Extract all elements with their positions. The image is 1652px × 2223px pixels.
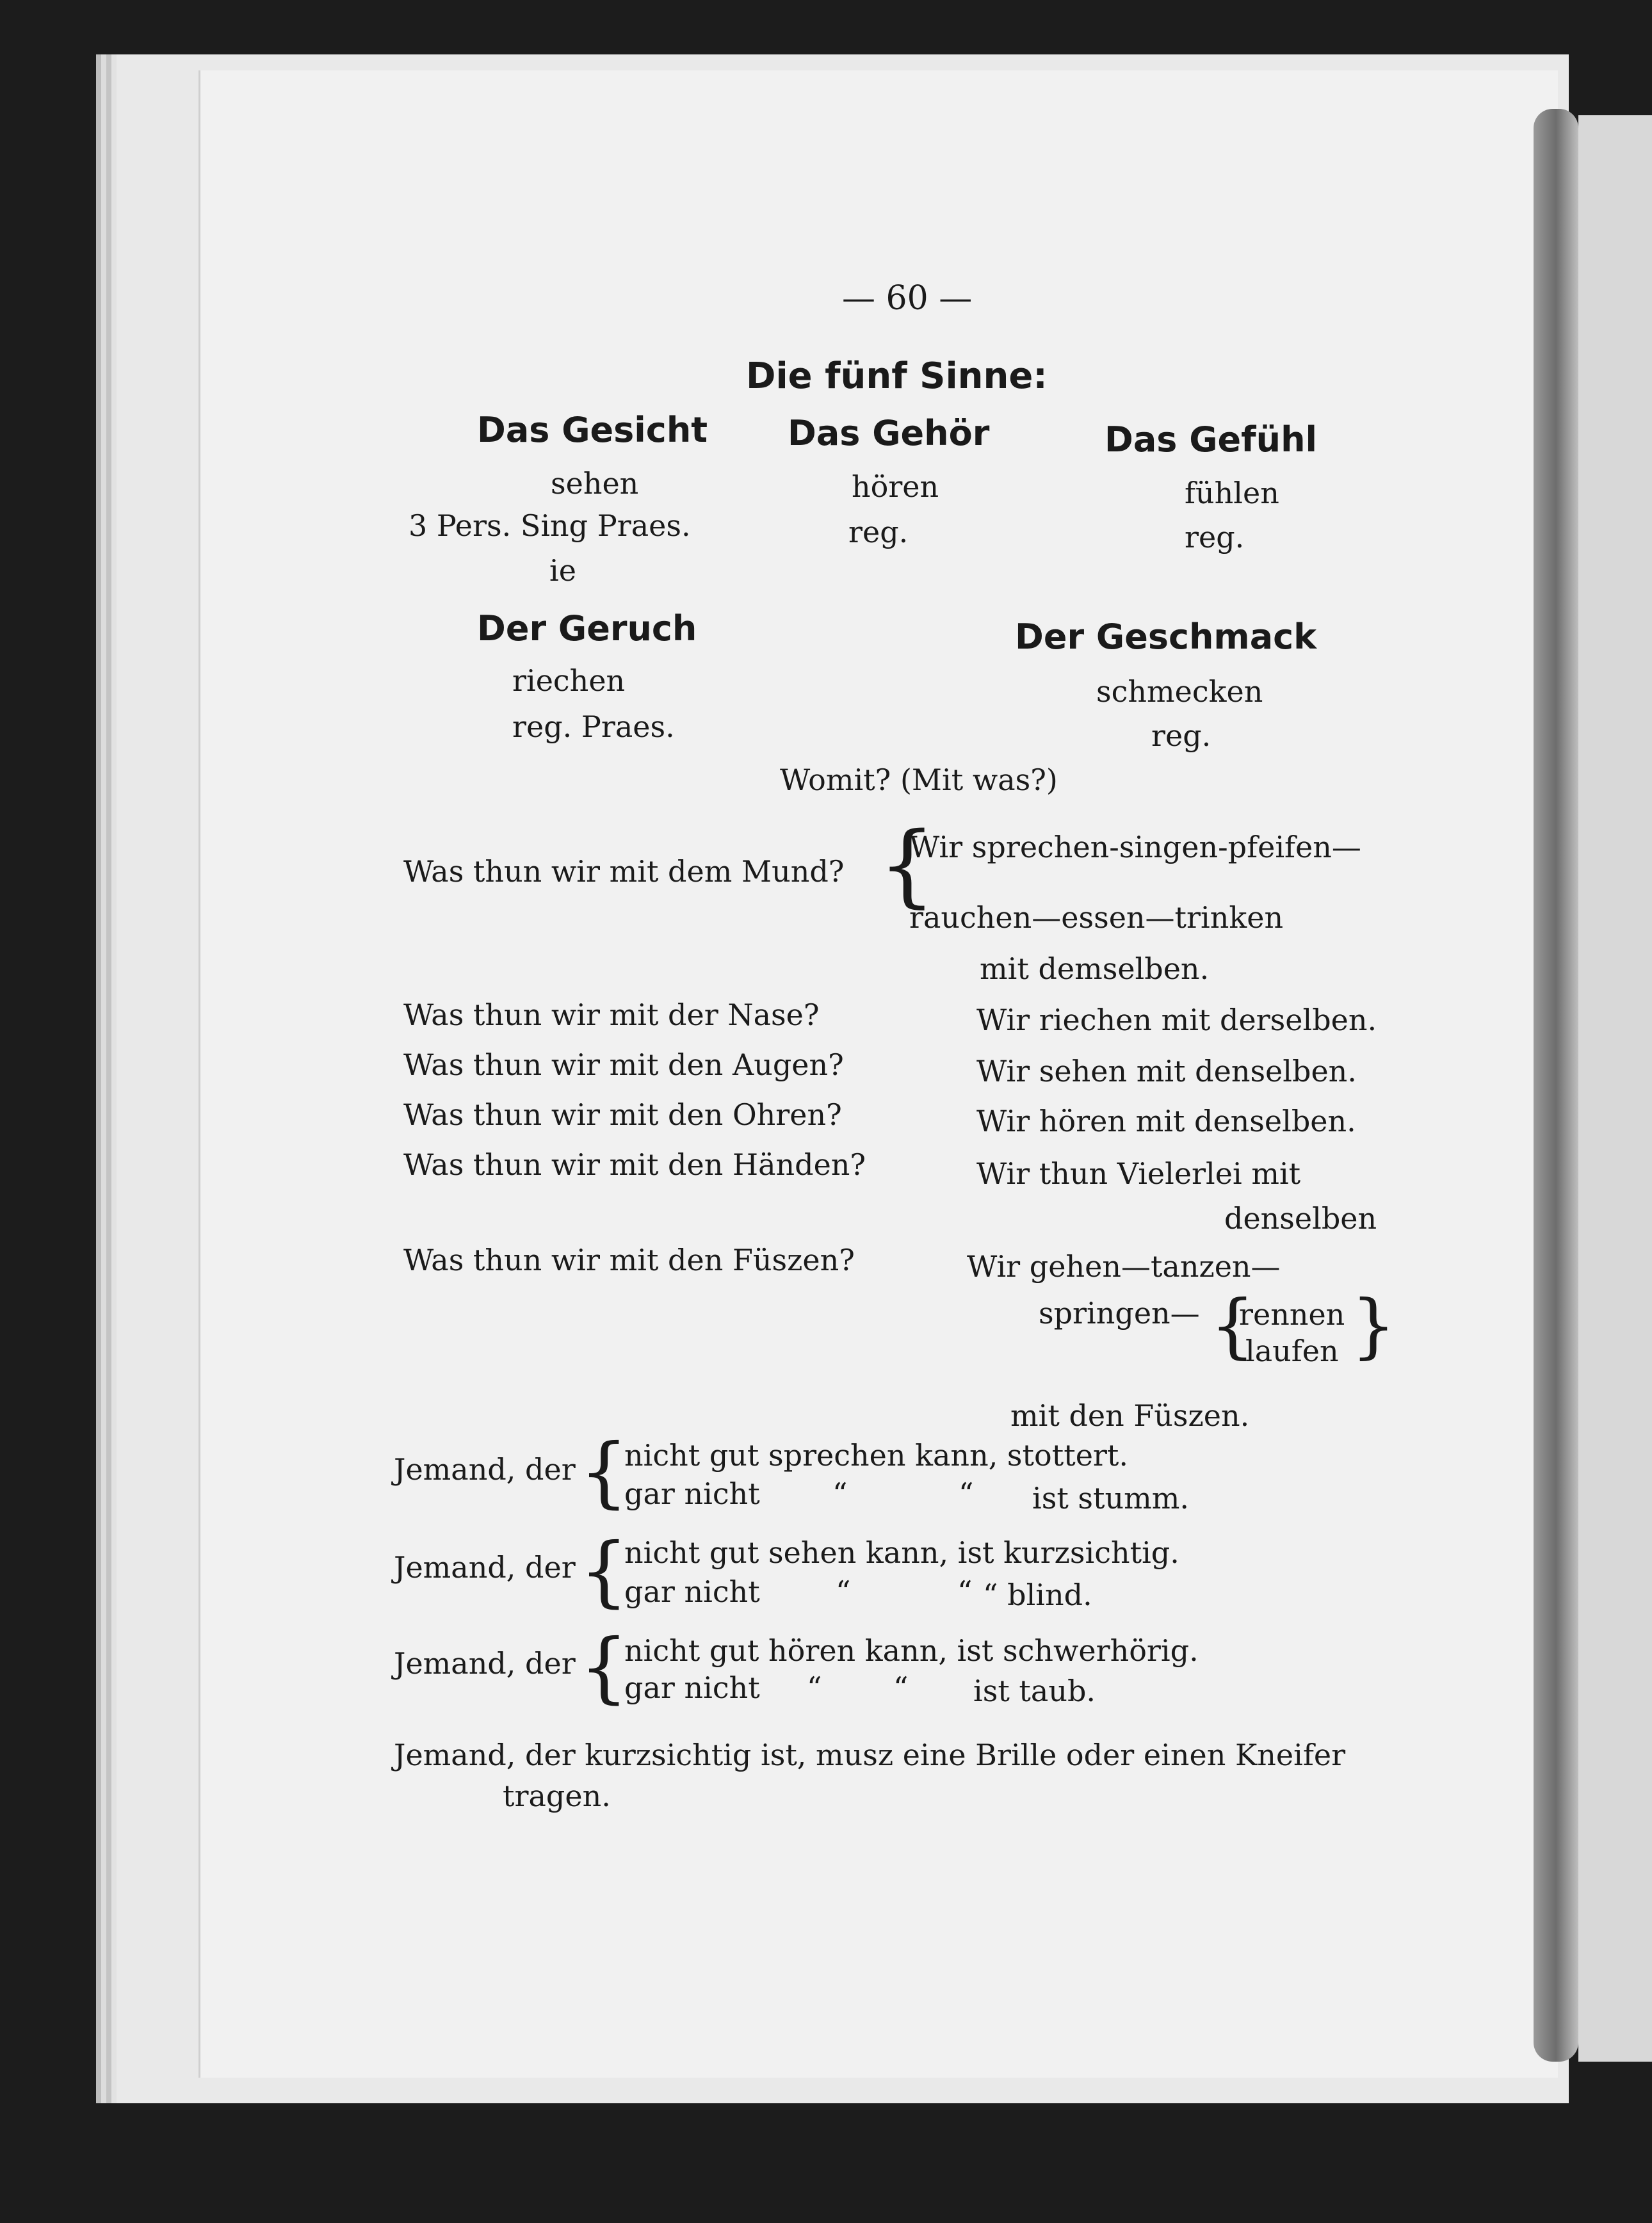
sense-heading-gehoer: Das Gehör: [788, 413, 990, 453]
sense-verb-geruch: riechen: [512, 663, 626, 698]
answer-fuesse-line2: springen—: [1039, 1296, 1200, 1330]
sense-note-geschmack: reg.: [1151, 718, 1211, 753]
answer-nase: Wir riechen mit derselben.: [976, 1003, 1377, 1037]
sense-heading-gesicht: Das Gesicht: [477, 410, 708, 450]
brace-fuesse-right: }: [1351, 1284, 1396, 1366]
jemand-2-line2d: “ blind.: [983, 1578, 1092, 1612]
womit-question: Womit? (Mit was?): [780, 763, 1058, 797]
sense-verb-gehoer: hören: [852, 469, 939, 504]
answer-mund-line1: Wir sprechen-singen-pfeifen—: [909, 830, 1361, 864]
sense-heading-geschmack: Der Geschmack: [1015, 617, 1317, 657]
sense-note2-gesicht: ie: [549, 553, 576, 588]
answer-augen: Wir sehen mit denselben.: [976, 1054, 1357, 1088]
brace-mund: {: [879, 813, 936, 917]
question-mund: Was thun wir mit dem Mund?: [403, 854, 845, 889]
answer-fuesse-laufen: laufen: [1245, 1334, 1339, 1368]
answer-mund-line2: rauchen—essen—trinken: [909, 900, 1284, 935]
jemand-1-line2d: ist stumm.: [1032, 1481, 1190, 1516]
brace-fuesse-left: {: [1210, 1284, 1255, 1366]
jemand-lead-2: Jemand, der: [394, 1550, 576, 1585]
jemand-1-ditto1: “: [832, 1476, 848, 1511]
answer-mund-line3: mit demselben.: [980, 951, 1210, 986]
jemand-3-ditto1: “: [807, 1670, 822, 1705]
facing-page-edge: [1578, 115, 1652, 2062]
sense-note-gehoer: reg.: [848, 515, 909, 549]
sense-verb-gefuehl: fühlen: [1185, 476, 1279, 510]
page-number: — 60 —: [842, 279, 973, 318]
answer-ohren: Wir hören mit denselben.: [976, 1104, 1356, 1138]
sense-verb-gesicht: sehen: [551, 466, 639, 501]
jemand-2-ditto2: “: [957, 1574, 973, 1609]
answer-haende-line1: Wir thun Vielerlei mit: [976, 1156, 1301, 1191]
jemand-3-line2d: ist taub.: [973, 1674, 1096, 1708]
jemand-3-line1: nicht gut hören kann, ist schwerhörig.: [624, 1633, 1199, 1668]
sense-note-gefuehl: reg.: [1185, 520, 1245, 554]
book-gutter: [1534, 109, 1578, 2062]
jemand-1-line2a: gar nicht: [624, 1476, 760, 1511]
brace-jemand-3: {: [579, 1623, 629, 1712]
answer-haende-line2: denselben: [1224, 1201, 1377, 1236]
jemand-lead-3: Jemand, der: [394, 1646, 576, 1681]
brace-jemand-2: {: [579, 1527, 629, 1616]
question-fuesse: Was thun wir mit den Füszen?: [403, 1243, 855, 1277]
jemand-2-line1: nicht gut sehen kann, ist kurzsichtig.: [624, 1535, 1179, 1570]
question-haende: Was thun wir mit den Händen?: [403, 1147, 866, 1182]
sense-heading-geruch: Der Geruch: [477, 608, 697, 649]
jemand-3-line2a: gar nicht: [624, 1670, 760, 1705]
question-nase: Was thun wir mit der Nase?: [403, 998, 820, 1032]
final-sentence-line1: Jemand, der kurzsichtig ist, musz eine Brille oder einen Kneifer: [394, 1738, 1346, 1772]
brace-jemand-1: {: [579, 1428, 629, 1517]
question-ohren: Was thun wir mit den Ohren?: [403, 1097, 842, 1132]
final-sentence-line2: tragen.: [503, 1779, 611, 1813]
jemand-2-ditto1: “: [836, 1574, 851, 1609]
sense-verb-geschmack: schmecken: [1096, 674, 1263, 709]
answer-fuesse-line1: Wir gehen—tanzen—: [967, 1249, 1281, 1284]
jemand-lead-1: Jemand, der: [394, 1452, 576, 1487]
sense-heading-gefuehl: Das Gefühl: [1105, 419, 1318, 460]
question-augen: Was thun wir mit den Augen?: [403, 1047, 844, 1082]
page-title: Die fünf Sinne:: [746, 355, 1048, 397]
jemand-2-line2a: gar nicht: [624, 1574, 760, 1609]
answer-fuesse-line5: mit den Füszen.: [1010, 1398, 1250, 1433]
sense-note-geruch: reg. Praes.: [512, 709, 675, 744]
answer-fuesse-rennen: rennen: [1239, 1297, 1345, 1332]
jemand-3-ditto2: “: [893, 1670, 909, 1705]
jemand-1-ditto2: “: [959, 1476, 974, 1511]
sense-note-gesicht: 3 Pers. Sing Praes.: [409, 508, 691, 543]
jemand-1-line1: nicht gut sprechen kann, stottert.: [624, 1438, 1129, 1473]
